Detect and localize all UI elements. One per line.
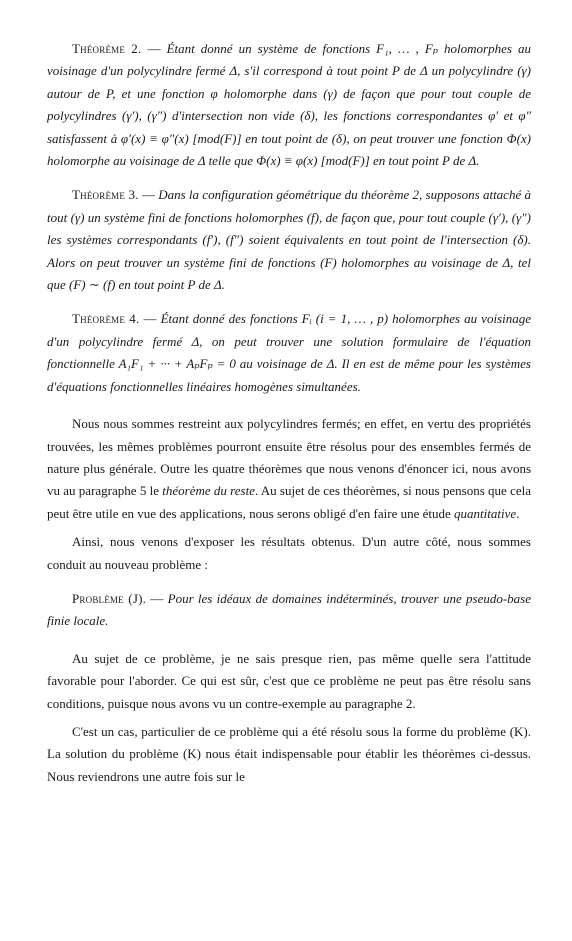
problem-j-statement: Pour les idéaux de domaines indéterminés, trouver une pseudo-base finie locale. — [47, 590, 531, 629]
discussion-section — [47, 413, 531, 576]
theorem-2-dash: — — [141, 41, 167, 56]
paragraph-text: . Au sujet de ces théorèmes, si nous pensons que cela peut être utile en vue des applications, nous serons obligé d'en faire une étude — [47, 483, 531, 521]
theorem-3-dash: — — [138, 187, 159, 203]
paragraph-restriction — [47, 413, 531, 525]
theorem-3-statement: Dans la configuration géométrique du théorème 2, supposons attaché à tout (γ) un système fini de fonctions holomorphes (f), de façon que, pour tout couple (γ′), (γ″) les systèmes correspondants (f′), (f″) soient équivalents en tout point de l'intersection (δ). Alors on peut trouver un système fini de fonctions (F) holomorphes au voisinage de Δ, tel que (F) ∼ (f) en tout point P de Δ. — [47, 187, 531, 293]
theorem-4-statement: Étant donné des fonctions Fᵢ (i = 1, … , p) holomorphes au voisinage d'un polycylindre fermé Δ, on peut trouver une solution formulaire de l'équation fonctionnelle A₁F₁ + ··· + AₚFₚ = 0 au voisinage de Δ. Il en est de même pour les systèmes d'équations fonctionnelles linéaires homogènes simultanées. — [47, 311, 531, 394]
paragraph-problem-k: C'est un cas, particulier de ce problème qui a été résolu sous la forme du problème (K). La solution du problème (K) nous était indispensable pour établir les théorèmes ci-dessus. Nous reviendrons une autre fois sur le — [47, 723, 531, 784]
theorem-3-heading: Théorème 3. — [72, 187, 139, 203]
document-page — [47, 38, 531, 788]
paragraph-problem-discussion: Au sujet de ce problème, je ne sais presque rien, pas même quelle sera l'attitude favorable pour l'aborder. Ce qui est sûr, c'est que ce problème ne peut pas être résolu sans conditions, puisque nous avons vu un contre-exemple au paragraphe 2. — [47, 650, 531, 711]
theorem-4-dash: — — [139, 311, 161, 327]
theorem-4-heading: Théorème 4. — [72, 311, 140, 327]
problem-j-heading: Problème (J). — [72, 590, 147, 606]
problem-j-dash: — — [146, 590, 168, 606]
theorem-4 — [47, 308, 531, 398]
theorem-2-heading: Théorème 2. — [72, 41, 142, 56]
closing-section — [47, 648, 531, 788]
paragraph-results: Ainsi, nous venons d'exposer les résultats obtenus. D'un autre côté, nous sommes conduit au nouveau problème : — [47, 534, 531, 572]
theorem-3 — [47, 184, 531, 296]
emphasis-theoreme-du-reste: théorème du reste — [162, 483, 255, 499]
theorem-2 — [47, 38, 531, 172]
emphasis-quantitative: quantitative — [454, 505, 517, 521]
problem-j — [47, 588, 531, 633]
paragraph-text: Nous nous sommes restreint aux polycylindres fermés; en effet, en vertu des propriétés trouvées, les mêmes problèmes pourront ensuite être résolus pour des ensembles fermés de nature plus générale. Outre les quatre théorèmes que nous venons d'énoncer ici, nous avons vu au paragraphe 5 le — [47, 416, 531, 499]
theorem-2-statement: Étant donné un système de fonctions F₁, … , Fₚ holomorphes au voisinage d'un polycylindre fermé Δ, s'il correspond à tout point P de Δ un polycylindre (γ) autour de P, et une fonction φ holomorphe dans (γ) de façon que pour tout couple de polycylindres (γ′), (γ″) d'intersection non vide (δ), les fonctions correspondantes φ′ et φ″ satisfassent à φ′(x) ≡ φ″(x) [mod(F)] en tout point de (δ), on peut trouver une fonction Φ(x) holomorphe au voisinage de Δ telle que Φ(x) ≡ φ(x) [mod(F)] en tout point P de Δ. — [47, 41, 531, 169]
paragraph-text: . — [516, 505, 520, 521]
